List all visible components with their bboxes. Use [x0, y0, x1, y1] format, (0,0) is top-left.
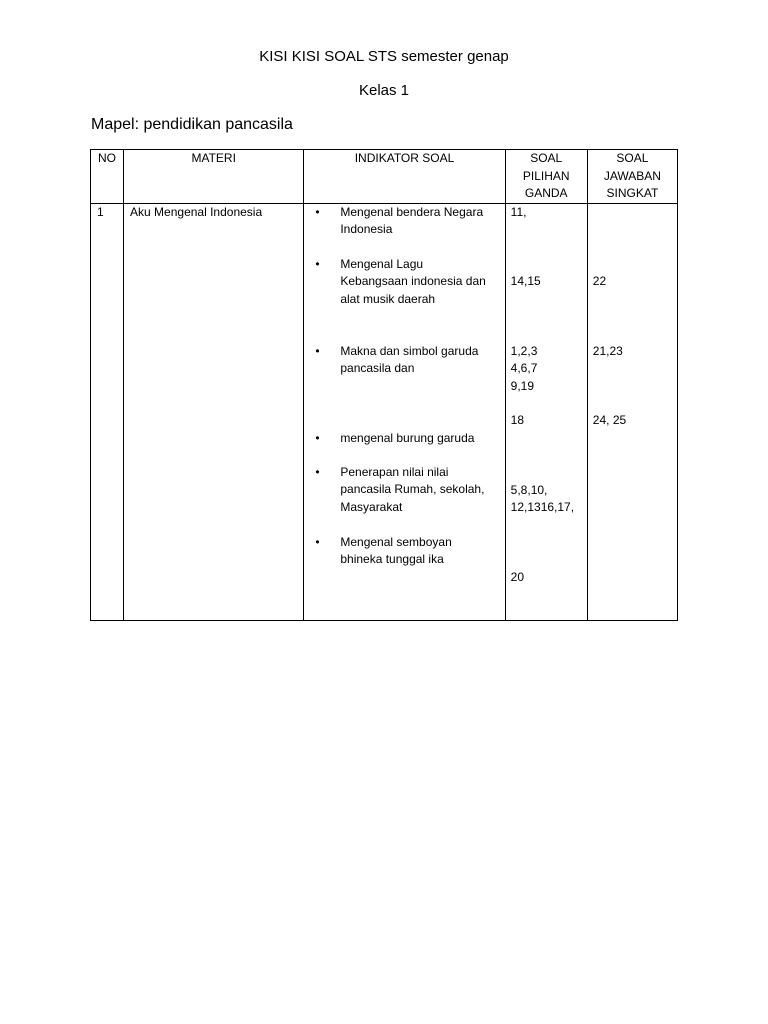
jawaban-singkat-value: 22: [592, 273, 607, 288]
cell-no: 1: [91, 203, 124, 621]
subject-heading: Mapel: pendidikan pancasila: [91, 116, 293, 133]
indikator-item: • Mengenal Lagu Kebangsaan indonesia dan alat musik daerah: [340, 256, 490, 309]
indikator-item: • Mengenal semboyan bhineka tunggal ika: [340, 534, 490, 569]
pilihan-ganda-value: 1,2,3 4,6,7 9,19: [510, 343, 538, 393]
class-heading: Kelas 1: [358, 82, 410, 99]
pilihan-ganda-value: 11,: [510, 204, 527, 219]
table-header-row: [91, 150, 678, 204]
header-no: NO: [91, 150, 124, 204]
cell-jawaban-singkat: [587, 203, 677, 621]
pilihan-ganda-value: 14,15: [510, 273, 541, 288]
cell-pilihan-ganda: [505, 203, 587, 621]
header-materi: MATERI: [124, 150, 304, 204]
indikator-item: • Mengenal bendera Negara Indonesia: [340, 204, 490, 239]
table-row: [91, 203, 678, 621]
jawaban-singkat-value: 21,23: [592, 343, 623, 358]
header-indikator: INDIKATOR SOAL: [304, 150, 505, 204]
jawaban-singkat-value: 24, 25: [592, 412, 627, 427]
document-title: KISI KISI SOAL STS semester genap: [259, 48, 509, 65]
cell-indikator: [304, 203, 505, 621]
indikator-item: • Penerapan nilai nilai pancasila Rumah, sekolah, Masyarakat: [340, 464, 490, 517]
pilihan-ganda-value: 18: [510, 412, 525, 427]
cell-materi: Aku Mengenal Indonesia: [124, 203, 304, 621]
indikator-item: • Makna dan simbol garuda pancasila dan: [340, 343, 490, 378]
pilihan-ganda-value: 20: [510, 569, 525, 584]
kisi-kisi-table: [90, 149, 678, 621]
header-jawaban-singkat: SOAL JAWABAN SINGKAT: [587, 150, 677, 204]
indikator-item: • mengenal burung garuda: [340, 430, 490, 448]
pilihan-ganda-value: 5,8,10, 12,1316,17,: [510, 482, 575, 514]
header-pilihan-ganda: SOAL PILIHAN GANDA: [505, 150, 587, 204]
